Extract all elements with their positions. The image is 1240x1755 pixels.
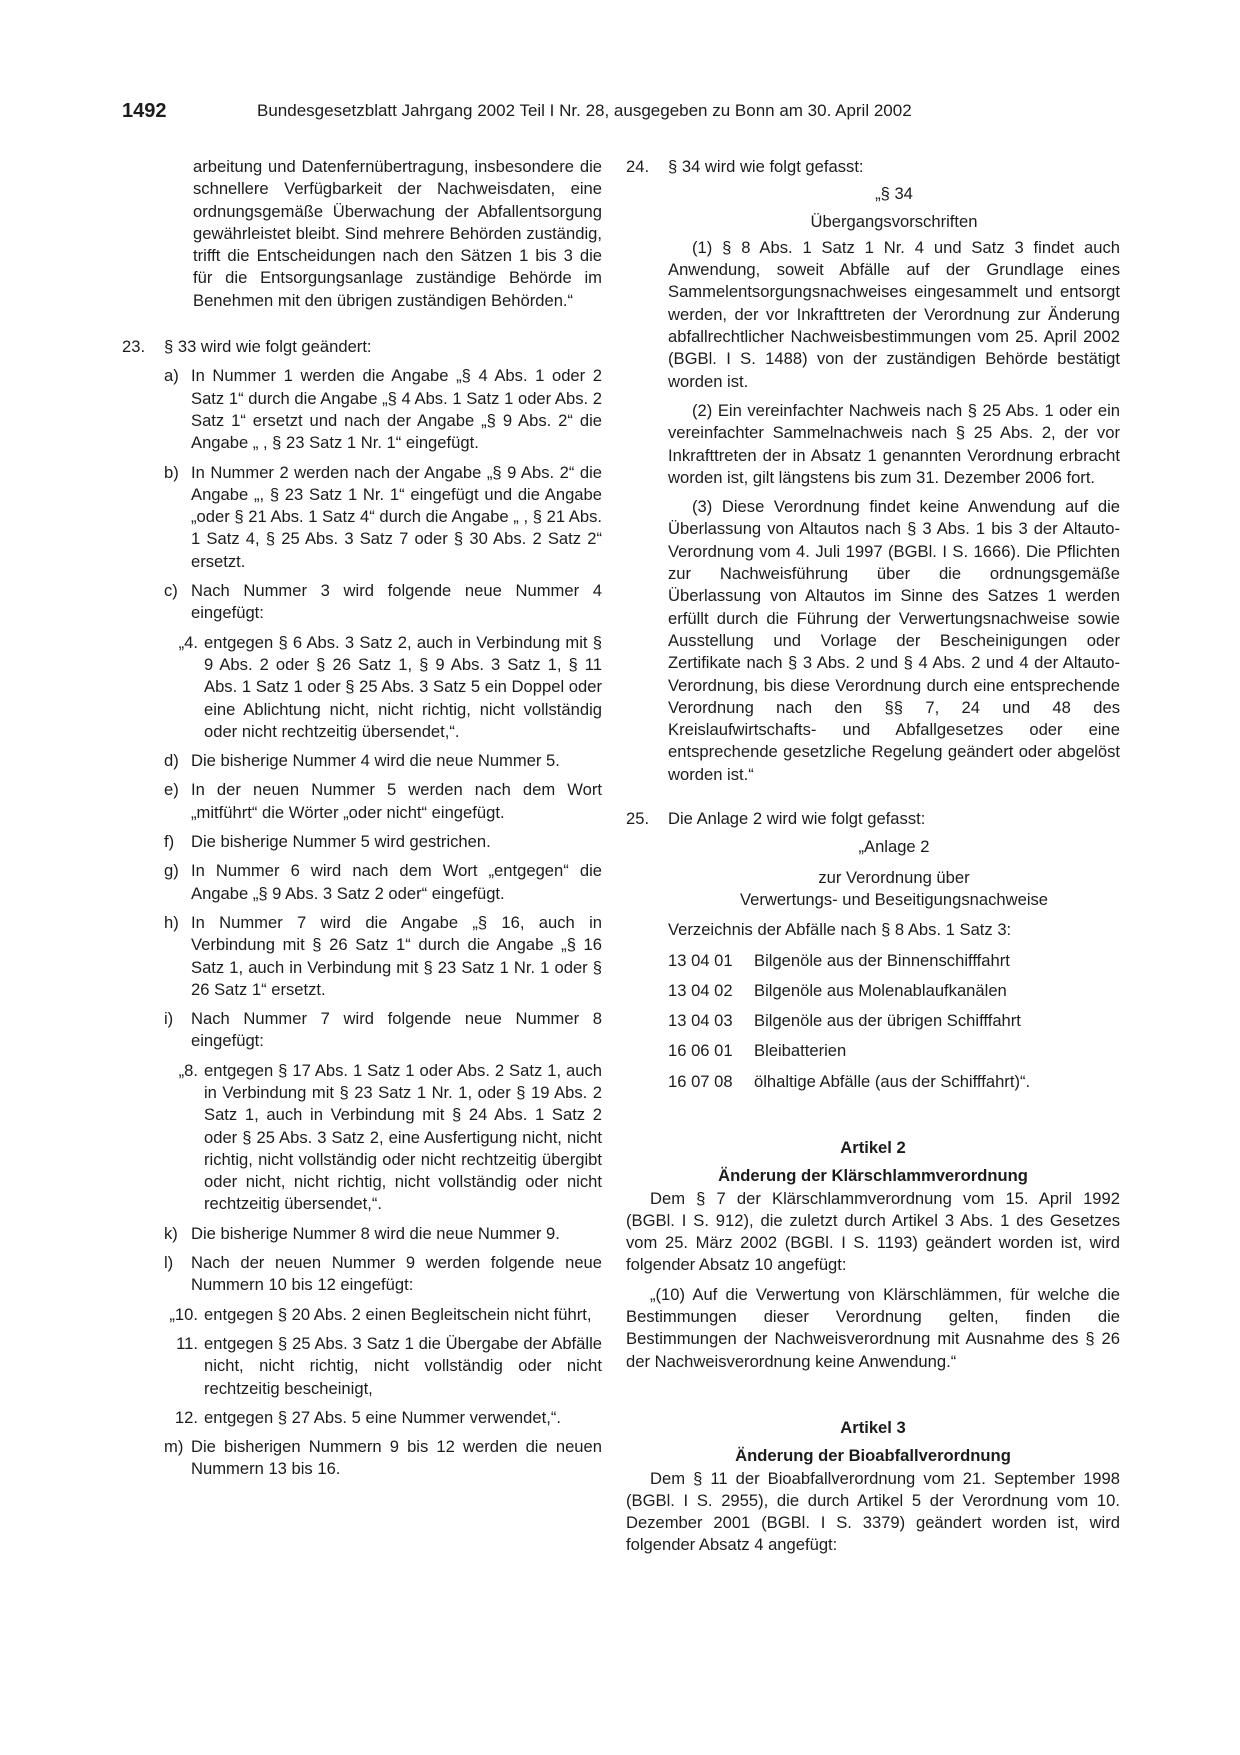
item-text: § 34 wird wie folgt gefasst: (668, 157, 864, 176)
amendment-text: Nach der neuen Nummer 9 werden folgende neue Nummern 10 bis 12 eingefügt: (191, 1253, 602, 1295)
article-2-heading: Artikel 2 (840, 1137, 906, 1157)
section-title: Übergangsvorschriften (810, 211, 978, 231)
amendment-text: Die bisherige Nummer 4 wird die neue Nummer 5. (191, 751, 560, 771)
new-number-label: „10. (169, 1304, 198, 1324)
waste-code: 13 04 02 (668, 980, 733, 1000)
item-23 (122, 336, 602, 358)
amendment-f (164, 831, 602, 853)
amendment-label: m) (164, 1437, 184, 1457)
new-number-label: „4. (178, 632, 198, 652)
waste-description: Bleibatterien (754, 1041, 847, 1061)
new-number-label: 12. (174, 1407, 198, 1427)
waste-row (668, 1040, 1120, 1062)
article-2-absatz-10: „(10) Auf die Verwertung von Klärschlämmen, für welche die Bestimmungen dieser Verordnung gelten, finden die Bestimmungen der Nachweisverordnung mit Ausnahme des § 26 der Nachweisverordnung keine Anwendung.“ (626, 1284, 1120, 1371)
new-number-text: entgegen § 20 Abs. 2 einen Begleitschein nicht führt, (204, 1304, 592, 1324)
amendment-a (164, 365, 602, 454)
amendment-label: c) (164, 581, 178, 601)
item-number: 25. (626, 809, 650, 829)
article-2-intro: Dem § 7 der Klärschlammverordnung vom 15. April 1992 (BGBl. I S. 912), die zuletzt durch Artikel 3 Abs. 1 des Gesetzes vom 25. März 2002 (BGBl. I S. 1193) geändert worden ist, wird folgender Absatz 10 angefügt: (626, 1188, 1120, 1275)
amendment-label: k) (164, 1223, 178, 1243)
amendment-g (164, 860, 602, 905)
amendment-label: l) (164, 1253, 174, 1273)
left-column (122, 156, 602, 1481)
waste-description: Bilgenöle aus Molenablaufkanälen (754, 980, 1007, 1000)
new-number-label: 11. (176, 1333, 198, 1353)
waste-description: Bilgenöle aus der Binnenschifffahrt (754, 950, 1010, 970)
running-header: Bundesgesetzblatt Jahrgang 2002 Teil I Nr. 28, ausgegeben zu Bonn am 30. April 2002 (257, 101, 912, 120)
item-24 (626, 156, 1120, 178)
amendment-h (164, 912, 602, 1001)
amendment-l (164, 1252, 602, 1297)
paragraph-2: (2) Ein vereinfachter Nachweis nach § 25 Abs. 1 oder ein vereinfachter Sammelnachweis nach § 25 Abs. 2, der vor Inkrafttreten der in Absatz 1 genannten Verordnung erbracht worden ist, gilt längstens bis zum 31. Dezember 2006 fort. (668, 400, 1120, 487)
amendment-i (164, 1008, 602, 1053)
amendment-label: h) (164, 912, 179, 932)
waste-row (668, 1071, 1120, 1093)
page-number: 1492 (122, 100, 167, 122)
anlage-heading: „Anlage 2 (858, 837, 930, 857)
amendment-text: In Nummer 6 wird nach dem Wort „entgegen“ die Angabe „§ 9 Abs. 3 Satz 2 oder“ eingefügt. (191, 861, 602, 903)
amendment-label: i) (164, 1009, 174, 1029)
amendment-text: Die bisherigen Nummern 9 bis 12 werden die neuen Nummern 13 bis 16. (191, 1437, 602, 1479)
continuation-text: arbeitung und Datenfernübertragung, insbesondere die schnellere Verfügbarkeit der Nachweisdaten, eine ordnungsgemäße Überwachung der Abfallentsorgung gewährleistet bleibt. Sind mehrere Behörden zuständig, trifft die Entscheidungen nach den Sätzen 1 bis 3 die für die Entsorgungsanlage zuständige Behörde im Benehmen mit den übrigen zuständigen Behörden.“ (193, 157, 602, 310)
amendment-k (164, 1223, 602, 1245)
amendment-text: In der neuen Nummer 5 werden nach dem Wort „mitführt“ die Wörter „oder nicht“ eingefügt. (191, 780, 602, 822)
article-3-intro: Dem § 11 der Bioabfallverordnung vom 21. September 1998 (BGBl. I S. 2955), die durch Artikel 5 der Verordnung vom 10. Dezember 2001 (BGBl. I S. 3379) geändert worden ist, wird folgender Absatz 4 angefügt: (626, 1468, 1120, 1555)
amendment-d (164, 750, 602, 772)
waste-row (668, 980, 1120, 1002)
item-25 (626, 808, 1120, 830)
new-number-text: entgegen § 17 Abs. 1 Satz 1 oder Abs. 2 Satz 1, auch in Verbindung mit § 23 Satz 1 Nr. 1, oder § 19 Abs. 2 Satz 1, auch in Verbindung mit § 24 Abs. 1 Satz 2 oder § 25 Abs. 3 Satz 2, eine Ausfertigung nicht, nicht richtig, nicht vollständig oder nicht rechtzeitig übergibt oder nicht, nicht richtig, nicht vollständig oder nicht rechtzeitig übersendet,“. (204, 1060, 602, 1214)
amendment-b (164, 462, 602, 573)
amendment-m (164, 1436, 602, 1481)
amendment-label: b) (164, 462, 179, 482)
amendment-text: In Nummer 2 werden nach der Angabe „§ 9 Abs. 2“ die Angabe „, § 23 Satz 1 Nr. 1“ eingefügt und die Angabe „oder § 21 Abs. 1 Satz 4“ durch die Angabe „ , § 21 Abs. 1 Satz 4, § 25 Abs. 3 Satz 7 oder § 30 Abs. 2 Satz 2“ ersetzt. (191, 462, 602, 571)
amendment-text: Nach Nummer 7 wird folgende neue Nummer 8 eingefügt: (191, 1009, 602, 1051)
paragraph-3: (3) Diese Verordnung findet keine Anwendung auf die Überlassung von Altautos nach § 3 Abs. 1 bis 3 der Altauto-Verordnung vom 4. Juli 1997 (BGBl. I S. 1666). Die Pflichten zur Nachweisführung über die ordnungsgemäße Überlassung von Altautos im Sinne des Satzes 1 werden erfüllt durch die Führung der Verwertungsnachweise sowie Ausstellung und Vorlage der Bescheinigungen oder Zertifikate nach § 3 Abs. 2 und § 4 Abs. 2 und 4 der Altauto-Verordnung, bis diese Verordnung durch eine entsprechende Verordnung nach den §§ 7, 24 und 48 des Kreislaufwirtschafts- und Abfallgesetzes oder eine entsprechende gesetzliche Regelung geändert oder abgelöst worden ist.“ (668, 497, 1120, 784)
amendment-c (164, 580, 602, 625)
new-number-text: entgegen § 27 Abs. 5 eine Nummer verwendet,“. (204, 1407, 561, 1427)
new-number-8 (152, 1060, 602, 1216)
article-3-title: Änderung der Bioabfallverordnung (735, 1446, 1011, 1466)
item-text: Die Anlage 2 wird wie folgt gefasst: (668, 809, 926, 829)
waste-code: 13 04 01 (668, 950, 733, 970)
amendment-label: f) (164, 832, 175, 852)
waste-row (668, 950, 1120, 972)
new-number-4 (152, 632, 602, 743)
new-number-text: entgegen § 6 Abs. 3 Satz 2, auch in Verbindung mit § 9 Abs. 2 oder § 26 Satz 1, § 9 Abs. 3 Satz 1, § 11 Abs. 1 Satz 1 oder § 25 Abs. 3 Satz 5 ein Doppel oder eine Ablichtung nicht, nicht richtig, nicht vollständig oder nicht rechtzeitig übersendet,“. (204, 632, 602, 741)
section-number: „§ 34 (875, 184, 913, 204)
amendment-label: d) (164, 751, 179, 771)
new-number-label: „8. (178, 1060, 198, 1080)
waste-code: 16 06 01 (668, 1041, 733, 1061)
waste-description: Bilgenöle aus der übrigen Schifffahrt (754, 1011, 1021, 1031)
waste-description: ölhaltige Abfälle (aus der Schifffahrt)“. (754, 1071, 1031, 1091)
amendment-text: Die bisherige Nummer 5 wird gestrichen. (191, 832, 491, 852)
new-number-11 (152, 1333, 602, 1400)
article-2-title: Änderung der Klärschlammverordnung (718, 1166, 1028, 1186)
anlage-subtitle-2: Verwertungs- und Beseitigungsnachweise (739, 889, 1049, 909)
waste-row (668, 1010, 1120, 1032)
waste-list-title: Verzeichnis der Abfälle nach § 8 Abs. 1 Satz 3: (668, 920, 1012, 940)
amendment-text: In Nummer 7 wird die Angabe „§ 16, auch in Verbindung mit § 26 Satz 1“ durch die Angabe „§ 16 Satz 1, auch in Verbindung mit § 23 Satz 1 Nr. 1 oder § 26 Satz 1“ ersetzt. (191, 912, 602, 999)
amendment-text: In Nummer 1 werden die Angabe „§ 4 Abs. 1 oder 2 Satz 1“ durch die Angabe „§ 4 Abs. 1 Satz 1 oder Abs. 2 Satz 1“ ersetzt und nach der Angabe „§ 9 Abs. 2“ die Angabe „ , § 23 Satz 1 Nr. 1“ eingefügt. (191, 366, 602, 453)
waste-code: 16 07 08 (668, 1071, 733, 1091)
item-text: § 33 wird wie folgt geändert: (164, 337, 372, 357)
amendment-label: a) (164, 366, 179, 386)
amendment-label: e) (164, 780, 179, 800)
item-number: 24. (626, 157, 650, 176)
amendment-text: Nach Nummer 3 wird folgende neue Nummer 4 eingefügt: (191, 581, 602, 623)
new-number-10 (152, 1304, 602, 1326)
new-number-12 (152, 1407, 602, 1429)
anlage-subtitle-1: zur Verordnung über (818, 867, 970, 887)
paragraph-1: (1) § 8 Abs. 1 Satz 1 Nr. 4 und Satz 3 findet auch Anwendung, soweit Abfälle auf der Grundlage eines Sammelentsorgungsnachweises eingesammelt und entsorgt werden, der vor Inkrafttreten der Verordnung zur Änderung abfallrechtlicher Nachweisbestimmungen vom 25. April 2002 (BGBl. I S. 1488) von der zuständigen Behörde bestätigt worden ist. (668, 237, 1120, 391)
waste-code: 13 04 03 (668, 1011, 733, 1031)
right-column (626, 156, 1120, 1557)
article-3-heading: Artikel 3 (840, 1417, 906, 1437)
new-number-text: entgegen § 25 Abs. 3 Satz 1 die Übergabe der Abfälle nicht, nicht richtig, nicht vollständig oder nicht rechtzeitig bescheinigt, (204, 1333, 602, 1398)
item-number: 23. (122, 337, 146, 357)
amendment-text: Die bisherige Nummer 8 wird die neue Nummer 9. (191, 1223, 560, 1243)
amendment-label: g) (164, 861, 179, 881)
amendment-e (164, 779, 602, 824)
